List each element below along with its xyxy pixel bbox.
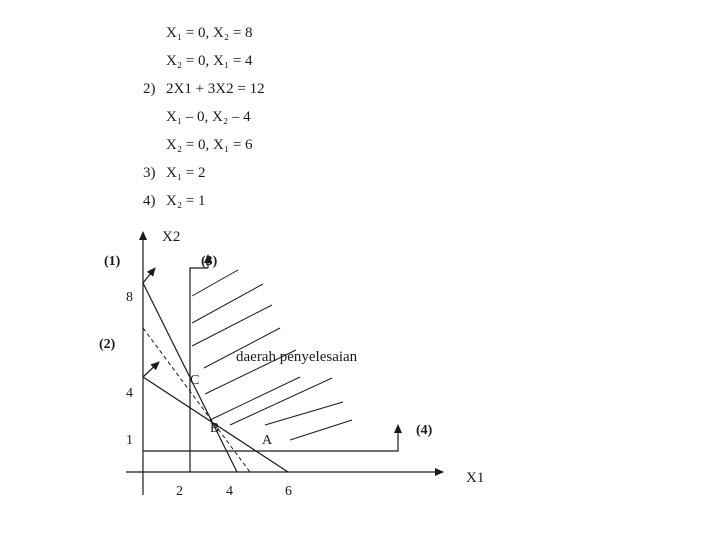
point-label-b: B bbox=[210, 421, 220, 436]
equation-line-2: X₂ = 0, X₁ = 4 bbox=[166, 53, 253, 69]
constraint-arrow-2 bbox=[143, 362, 159, 377]
equation-line-1: X₁ = 0, X₂ = 8 bbox=[166, 25, 253, 41]
equation-line-6: X₁ = 2 bbox=[166, 165, 206, 181]
y-tick-8: 8 bbox=[126, 290, 133, 305]
constraint-label-4: (4) bbox=[416, 423, 433, 438]
x-tick-2: 2 bbox=[176, 484, 183, 499]
y-tick-4: 4 bbox=[126, 386, 133, 401]
x-tick-4: 4 bbox=[226, 484, 233, 499]
constraint-line-3 bbox=[190, 268, 208, 472]
y-tick-1: 1 bbox=[126, 433, 133, 448]
constraint-label-1: (1) bbox=[104, 254, 121, 269]
constraint-arrow-1 bbox=[143, 268, 155, 283]
x-tick-6: 6 bbox=[285, 484, 292, 499]
point-label-c: C bbox=[190, 373, 200, 388]
equation-line-7: X₂ = 1 bbox=[166, 193, 206, 209]
region-label: daerah penyelesaian bbox=[236, 349, 358, 365]
equation-number-3: 3) bbox=[143, 165, 156, 181]
equation-number-2: 2) bbox=[143, 81, 156, 97]
x-axis-label: X1 bbox=[466, 470, 485, 486]
equation-line-5: X₂ = 0, X₁ = 6 bbox=[166, 137, 253, 153]
constraint-label-2: (2) bbox=[99, 337, 116, 352]
constraint-label-3: (3) bbox=[201, 254, 218, 269]
equation-line-4: X₁ – 0, X₂ – 4 bbox=[166, 109, 251, 125]
point-label-a: A bbox=[262, 433, 273, 448]
equation-number-4: 4) bbox=[143, 193, 156, 209]
equation-line-3: 2X1 + 3X2 = 12 bbox=[166, 81, 265, 97]
y-axis-label: X2 bbox=[162, 229, 181, 245]
